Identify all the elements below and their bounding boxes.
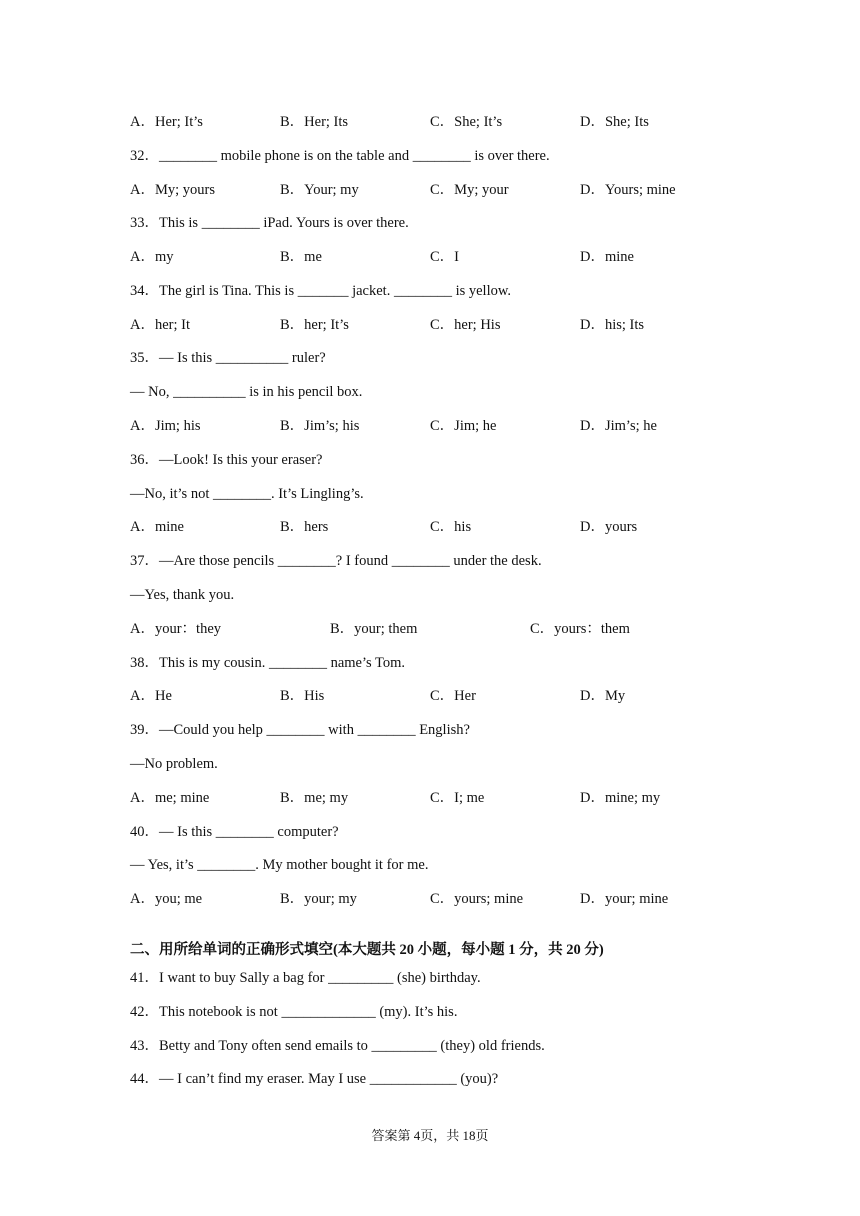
q31-option-a: A．Her; It’s	[130, 114, 203, 130]
q40-options	[130, 889, 750, 909]
q36-option-b: B．hers	[280, 519, 329, 535]
q36-option-a: A．mine	[130, 519, 184, 535]
q39-options	[130, 788, 750, 808]
q31-option-d: D．She; Its	[580, 114, 649, 130]
q39-option-b: B．me; my	[280, 790, 349, 806]
q39-option-d: D．mine; my	[580, 790, 661, 806]
q35-reply: — No, __________ is in his pencil box.	[130, 384, 363, 400]
q34-options	[130, 315, 750, 335]
q33-option-c: C．I	[430, 249, 459, 265]
q38-option-c: C．Her	[430, 688, 476, 704]
q32-question: 32．________ mobile phone is on the table and ________ is over there.	[130, 148, 550, 164]
q31-option-c: C．She; It’s	[430, 114, 503, 130]
q38-option-a: A．He	[130, 688, 172, 704]
q35-option-b: B．Jim’s; his	[280, 418, 360, 434]
q36-options	[130, 517, 750, 537]
q37-option-b: B．your; them	[330, 621, 418, 637]
q34-option-a: A．her; It	[130, 317, 190, 333]
q38-option-d: D．My	[580, 688, 626, 704]
q40-reply: — Yes, it’s ________. My mother bought it for me.	[130, 857, 429, 873]
q40-question: 40．— Is this ________ computer?	[130, 824, 339, 840]
q37-options	[130, 619, 750, 639]
q32-option-a: A．My; yours	[130, 182, 215, 198]
q44-question: 44．— I can’t find my eraser. May I use ____________ (you)?	[130, 1071, 499, 1087]
q37-question: 37．—Are those pencils ________? I found ________ under the desk.	[130, 553, 542, 569]
section2-heading: 二、用所给单词的正确形式填空(本大题共 20 小题，每小题 1 分，共 20 分)	[130, 942, 604, 958]
q39-option-c: C．I; me	[430, 790, 485, 806]
q34-option-d: D．his; Its	[580, 317, 645, 333]
q38-option-b: B．His	[280, 688, 325, 704]
q36-reply: —No, it’s not ________. It’s Lingling’s.	[130, 486, 364, 502]
q32-option-b: B．Your; my	[280, 182, 359, 198]
q36-option-c: C．his	[430, 519, 472, 535]
q38-question: 38．This is my cousin. ________ name’s Tom.	[130, 655, 406, 671]
q41-question: 41．I want to buy Sally a bag for _________ (she) birthday.	[130, 970, 481, 986]
q37-option-c: C．yours：them	[530, 621, 630, 637]
q39-option-a: A．me; mine	[130, 790, 210, 806]
q33-question: 33．This is ________ iPad. Yours is over there.	[130, 215, 409, 231]
q32-options	[130, 180, 750, 200]
q33-option-d: D．mine	[580, 249, 634, 265]
q40-option-c: C．yours; mine	[430, 891, 524, 907]
q40-option-b: B．your; my	[280, 891, 357, 907]
q40-option-d: D．your; mine	[580, 891, 669, 907]
q35-option-a: A．Jim; his	[130, 418, 201, 434]
q35-question: 35．— Is this __________ ruler?	[130, 350, 326, 366]
q34-question: 34．The girl is Tina. This is _______ jacket. ________ is yellow.	[130, 283, 512, 299]
q43-question: 43．Betty and Tony often send emails to _________ (they) old friends.	[130, 1038, 545, 1054]
q33-options	[130, 247, 750, 267]
q40-option-a: A．you; me	[130, 891, 203, 907]
page-footer: 答案第 4页，共 18页	[371, 1128, 489, 1143]
q42-question: 42．This notebook is not _____________ (my). It’s his.	[130, 1004, 458, 1020]
q37-option-a: A．your：they	[130, 621, 222, 637]
q34-option-c: C．her; His	[430, 317, 501, 333]
q31-options	[130, 112, 750, 132]
q36-option-d: D．yours	[580, 519, 638, 535]
q39-reply: —No problem.	[130, 756, 218, 772]
q32-option-d: D．Yours; mine	[580, 182, 676, 198]
q31-option-b: B．Her; Its	[280, 114, 349, 130]
q38-options	[130, 686, 750, 706]
q33-option-a: A．my	[130, 249, 174, 265]
q34-option-b: B．her; It’s	[280, 317, 349, 333]
q35-options	[130, 416, 750, 436]
q37-reply: —Yes, thank you.	[130, 587, 235, 603]
q35-option-c: C．Jim; he	[430, 418, 497, 434]
q35-option-d: D．Jim’s; he	[580, 418, 657, 434]
q32-option-c: C．My; your	[430, 182, 509, 198]
q33-option-b: B．me	[280, 249, 322, 265]
q36-question: 36．—Look! Is this your eraser?	[130, 452, 323, 468]
q39-question: 39．—Could you help ________ with ________ English?	[130, 722, 470, 738]
